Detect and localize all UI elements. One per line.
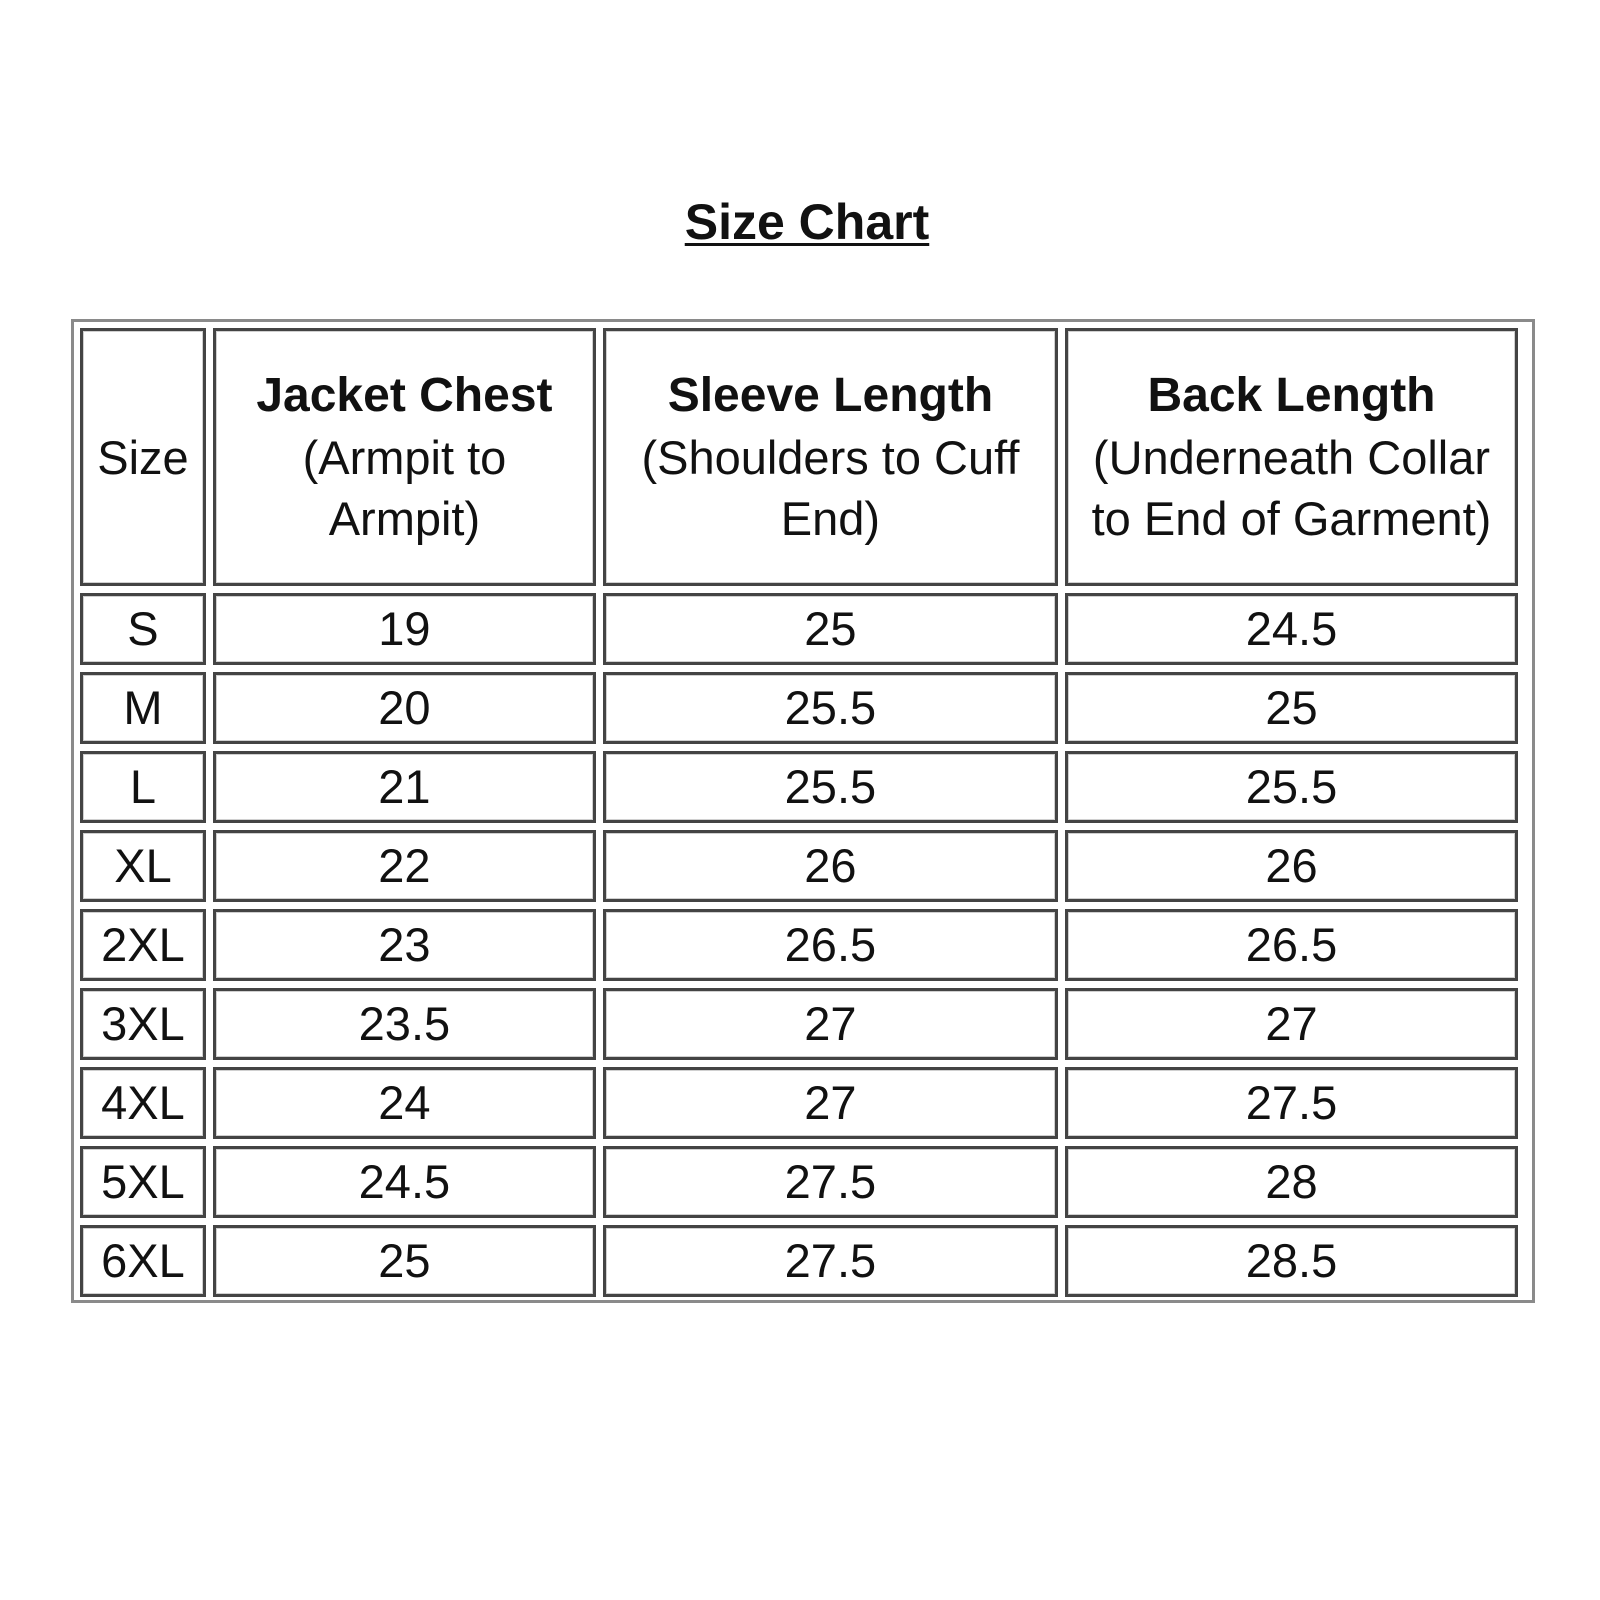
cell-jacket-chest: 25 bbox=[213, 1225, 596, 1297]
table-row bbox=[80, 909, 1518, 981]
cell-sleeve-length: 25.5 bbox=[603, 672, 1058, 744]
header-back-length bbox=[1065, 328, 1518, 586]
cell-size: 4XL bbox=[80, 1067, 206, 1139]
cell-back-length: 24.5 bbox=[1065, 593, 1518, 665]
cell-size: M bbox=[80, 672, 206, 744]
cell-jacket-chest: 20 bbox=[213, 672, 596, 744]
table-row bbox=[80, 672, 1518, 744]
cell-back-length: 26 bbox=[1065, 830, 1518, 902]
header-back-length-note: (Underneath Collar to End of Garment) bbox=[1091, 431, 1492, 545]
cell-size: 6XL bbox=[80, 1225, 206, 1297]
cell-jacket-chest: 24 bbox=[213, 1067, 596, 1139]
cell-back-length: 27 bbox=[1065, 988, 1518, 1060]
cell-sleeve-length: 25.5 bbox=[603, 751, 1058, 823]
cell-size: 3XL bbox=[80, 988, 206, 1060]
header-jacket-chest-note: (Armpit to Armpit) bbox=[302, 431, 507, 545]
table-header-row bbox=[80, 328, 1518, 586]
header-sleeve-length bbox=[603, 328, 1058, 586]
cell-size: 5XL bbox=[80, 1146, 206, 1218]
cell-sleeve-length: 26.5 bbox=[603, 909, 1058, 981]
header-jacket-chest-title: Jacket Chest bbox=[256, 369, 553, 422]
header-jacket-chest bbox=[213, 328, 596, 586]
cell-sleeve-length: 27.5 bbox=[603, 1146, 1058, 1218]
header-sleeve-length-note: (Shoulders to Cuff End) bbox=[641, 431, 1020, 545]
cell-jacket-chest: 24.5 bbox=[213, 1146, 596, 1218]
cell-jacket-chest: 22 bbox=[213, 830, 596, 902]
size-chart-table-frame bbox=[71, 319, 1535, 1303]
table-row bbox=[80, 1146, 1518, 1218]
header-size-label: Size bbox=[97, 430, 189, 484]
header-size bbox=[80, 328, 206, 586]
cell-back-length: 28.5 bbox=[1065, 1225, 1518, 1297]
cell-jacket-chest: 21 bbox=[213, 751, 596, 823]
cell-size: 2XL bbox=[80, 909, 206, 981]
cell-sleeve-length: 27 bbox=[603, 1067, 1058, 1139]
cell-sleeve-length: 27 bbox=[603, 988, 1058, 1060]
table-row bbox=[80, 988, 1518, 1060]
table-row bbox=[80, 830, 1518, 902]
cell-jacket-chest: 23.5 bbox=[213, 988, 596, 1060]
header-back-length-title: Back Length bbox=[1147, 369, 1436, 422]
cell-jacket-chest: 19 bbox=[213, 593, 596, 665]
table-row bbox=[80, 1067, 1518, 1139]
cell-jacket-chest: 23 bbox=[213, 909, 596, 981]
cell-sleeve-length: 27.5 bbox=[603, 1225, 1058, 1297]
size-chart-table bbox=[73, 321, 1525, 1304]
cell-sleeve-length: 25 bbox=[603, 593, 1058, 665]
table-row bbox=[80, 751, 1518, 823]
cell-size: XL bbox=[80, 830, 206, 902]
cell-size: L bbox=[80, 751, 206, 823]
cell-back-length: 25 bbox=[1065, 672, 1518, 744]
cell-back-length: 28 bbox=[1065, 1146, 1518, 1218]
cell-back-length: 26.5 bbox=[1065, 909, 1518, 981]
cell-sleeve-length: 26 bbox=[603, 830, 1058, 902]
page-title: Size Chart bbox=[684, 194, 930, 250]
table-row bbox=[80, 593, 1518, 665]
cell-size: S bbox=[80, 593, 206, 665]
cell-back-length: 25.5 bbox=[1065, 751, 1518, 823]
cell-back-length: 27.5 bbox=[1065, 1067, 1518, 1139]
header-sleeve-length-title: Sleeve Length bbox=[667, 369, 994, 422]
table-row bbox=[80, 1225, 1518, 1297]
table-body bbox=[80, 593, 1518, 1297]
